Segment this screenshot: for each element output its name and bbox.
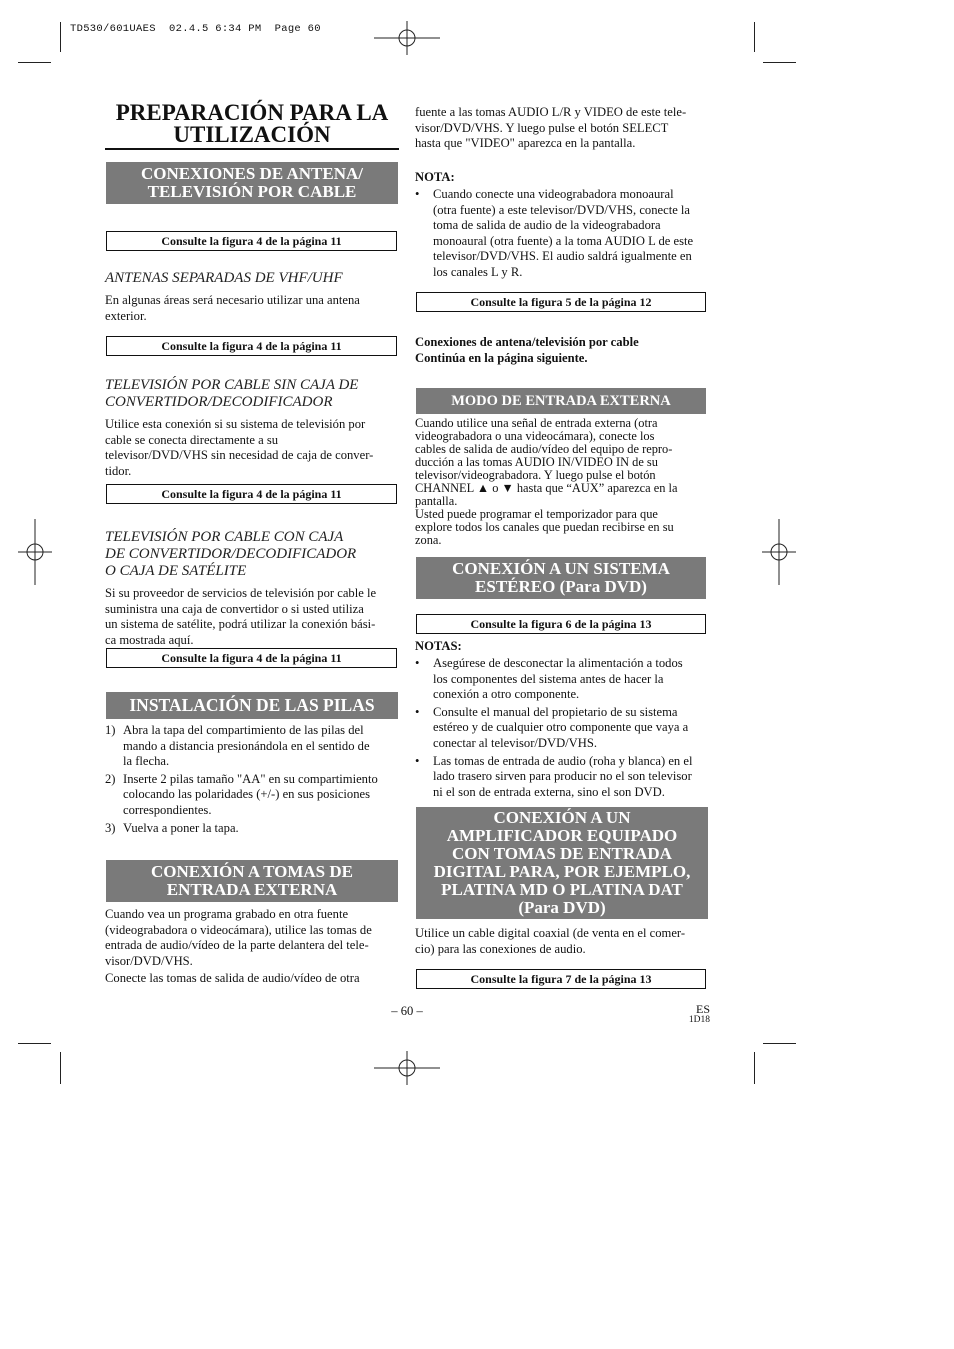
- continuation-note: Conexiones de antena/televisión por cable Continúa en la página siguiente.: [415, 335, 639, 365]
- list-item: 1) Abra la tapa del compartimiento de las pilas del mando a distancia presionándola en el sentido de la flecha.: [105, 723, 370, 769]
- subheading: TELEVISIÓN POR CABLE CON CAJA DE CONVERTIDOR/DECODIFICADOR O CAJA DE SATÉLITE: [105, 529, 357, 579]
- section-banner-antena: CONEXIONES DE ANTENA/ TELEVISIÓN POR CABLE: [106, 162, 398, 204]
- crop-mark: [763, 62, 796, 63]
- figure-reference: Consulte la figura 7 de la página 13: [416, 969, 706, 989]
- figure-reference: Consulte la figura 4 de la página 11: [106, 648, 397, 668]
- registration-mark-icon: [374, 21, 440, 55]
- crop-mark: [754, 1052, 755, 1084]
- note-label: NOTA:: [415, 170, 455, 184]
- body-text: fuente a las tomas AUDIO L/R y VIDEO de este tele- visor/DVD/VHS. Y luego pulse el botón SELECT hasta que "VIDEO" aparezca en la pantalla.: [415, 105, 687, 151]
- page-number: – 60 –: [391, 1004, 423, 1018]
- print-slug: TD530/601UAES 02.4.5 6:34 PM Page 60: [70, 23, 321, 35]
- list-item: • Cuando conecte una videograbadora monoaural (otra fuente) a este televisor/DVD/VHS, conecte la toma de salida de audio de la videograbadora monoaural (otra fuente) a la toma AUDIO L de este televisor/DVD/VHS. El audio saldrá igualmente en los canales L y R.: [415, 187, 694, 279]
- note-list: [415, 187, 711, 283]
- body-text: Cuando vea un programa grabado en otra fuente (videograbadora o videocámara), utilice las tomas de entrada de audio/vídeo de la parte delantera del tele- visor/DVD/VHS.: [105, 907, 372, 968]
- subheading: ANTENAS SEPARADAS DE VHF/UHF: [105, 270, 343, 286]
- registration-mark-icon: [374, 1051, 440, 1085]
- list-item: 2) Inserte 2 pilas tamaño "AA" en su compartimiento colocando las polaridades (+/-) en sus posiciones correspondientes.: [105, 771, 378, 817]
- section-banner-pilas: INSTALACIÓN DE LAS PILAS: [106, 692, 398, 719]
- list-item: • Las tomas de entrada de audio (roha y blanca) en el lado trasero sirven para producir no el son televisor ni el son de entrada externa, sino el son DVD.: [415, 753, 693, 799]
- body-text: En algunas áreas será necesario utilizar una antena exterior.: [105, 293, 360, 323]
- section-banner-tomas: CONEXIÓN A TOMAS DE ENTRADA EXTERNA: [106, 860, 398, 902]
- language-code: ES: [695, 1002, 710, 1016]
- crop-mark: [754, 22, 755, 52]
- section-banner-estereo: CONEXIÓN A UN SISTEMA ESTÉREO (Para DVD): [416, 557, 706, 599]
- figure-reference: Consulte la figura 5 de la página 12: [416, 292, 706, 312]
- list-item: • Asegúrese de desconectar la alimentación a todos los componentes del sistema antes de hacer la conexión a otro componente.: [415, 656, 683, 702]
- figure-reference: Consulte la figura 4 de la página 11: [106, 231, 397, 251]
- figure-reference: Consulte la figura 6 de la página 13: [416, 614, 706, 634]
- battery-steps: [105, 723, 401, 838]
- crop-mark: [763, 1043, 796, 1044]
- subheading: TELEVISIÓN POR CABLE SIN CAJA DE CONVERTIDOR/DECODIFICADOR: [105, 377, 359, 410]
- body-text: Cuando utilice una señal de entrada externa (otra videograbadora o una videocámara), conecte los cables de salida de audio/vídeo del equipo de repro- ducción a las tomas AUDIO IN/VIDEO IN de su televisor/videograbadora. Y luego pulse el botón CHANNEL ▲ o ▼ hasta que “AUX” aparezca en la pantalla. Usted puede programar el temporizador para que explore todos los canales que puedan recibirse en su zona.: [415, 416, 678, 547]
- list-item: • Consulte el manual del propietario de su sistema estéreo y de cualquier otro componente que vaya a conectar al televisor/DVD/VHS.: [415, 704, 689, 750]
- page-title: PREPARACIÓN PARA LA UTILIZACIÓN: [115, 100, 389, 147]
- crop-mark: [18, 1043, 51, 1044]
- notes-label: NOTAS:: [415, 639, 462, 653]
- section-banner-amplificador: CONEXIÓN A UN AMPLIFICADOR EQUIPADO CON TOMAS DE ENTRADA DIGITAL PARA, POR EJEMPLO, PLATINA MD O PLATINA DAT (Para DVD): [416, 807, 708, 919]
- registration-mark-icon: [18, 519, 52, 585]
- registration-mark-icon: [762, 519, 796, 585]
- body-text: Si su proveedor de servicios de televisión por cable le suministra una caja de convertidor o si usted utiliza un sistema de satélite, podrá utilizar la conexión bási- ca mostrada aquí.: [105, 586, 377, 647]
- document-code: 1D18: [688, 1015, 710, 1025]
- figure-reference: Consulte la figura 4 de la página 11: [106, 484, 397, 504]
- crop-mark: [60, 1052, 61, 1084]
- list-item: 3) Vuelva a poner la tapa.: [105, 820, 239, 835]
- body-text: Conecte las tomas de salida de audio/vídeo de otra: [105, 971, 360, 985]
- section-banner-modo: MODO DE ENTRADA EXTERNA: [416, 388, 706, 414]
- crop-mark: [18, 62, 51, 63]
- crop-mark: [60, 22, 61, 52]
- body-text: Utilice un cable digital coaxial (de venta en el comer- cio) para las conexiones de audio.: [415, 926, 686, 956]
- figure-reference: Consulte la figura 4 de la página 11: [106, 336, 397, 356]
- notes-list: [415, 656, 711, 802]
- body-text: Utilice esta conexión si su sistema de televisión por cable se conecta directamente a su televisor/DVD/VHS sin necesidad de caja de conver- tidor.: [105, 417, 374, 478]
- title-rule: [105, 148, 399, 150]
